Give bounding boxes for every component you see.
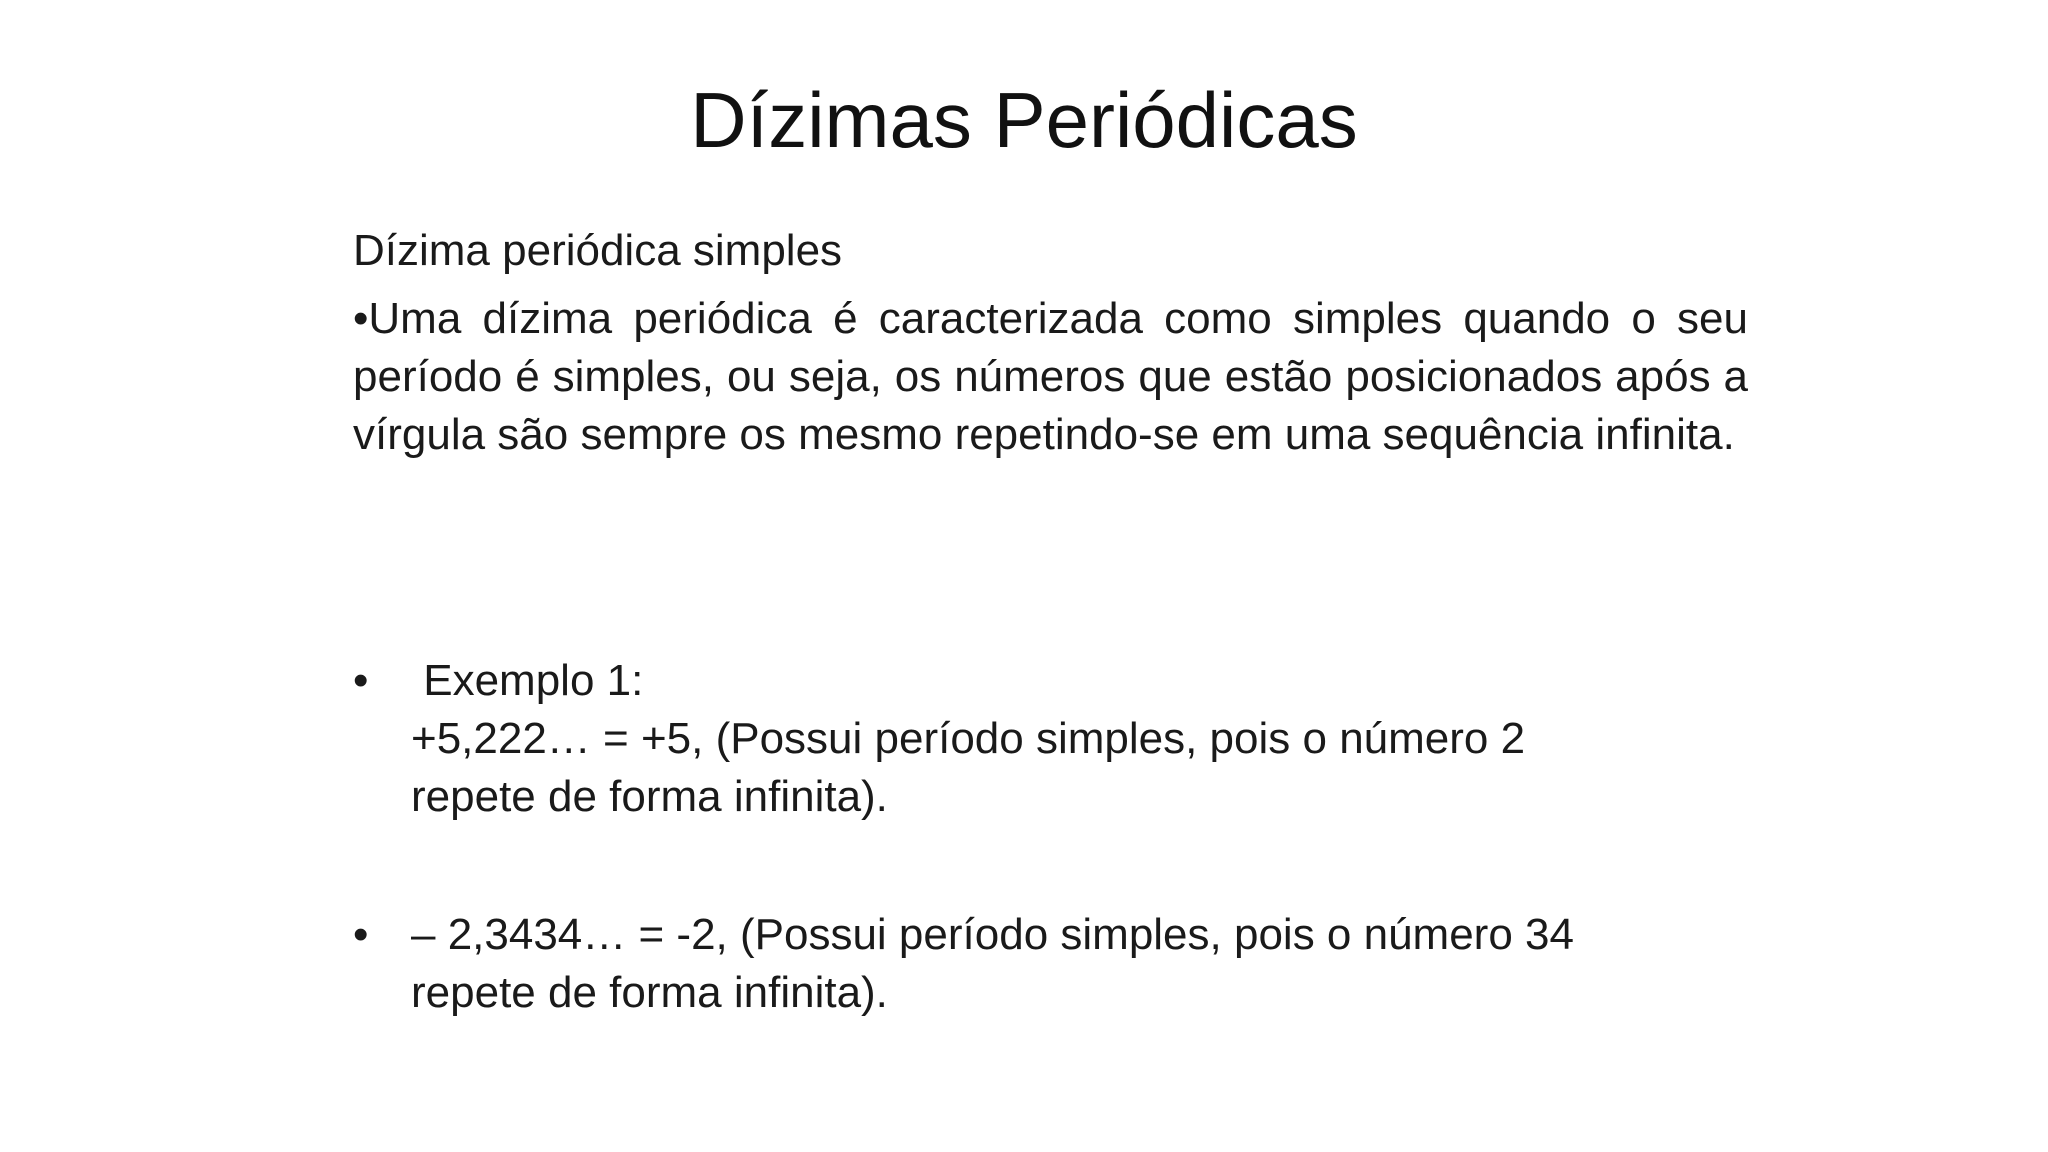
- example-line: – 2,3434… = -2, (Possui período simples, pois o número 34: [411, 910, 1574, 959]
- example-heading: Exemplo 1:: [411, 656, 644, 705]
- example-line: +5,222… = +5, (Possui período simples, pois o número 2: [411, 714, 1526, 763]
- example-line: repete de forma infinita).: [411, 968, 888, 1017]
- slide-title: Dízimas Periódicas: [690, 76, 1358, 164]
- example-item-1: [353, 652, 1748, 826]
- slide-subtitle: Dízima periódica simples: [353, 226, 843, 275]
- example-body: [411, 906, 1748, 1022]
- bullet-icon: •: [353, 656, 369, 705]
- definition-paragraph: •Uma dízima periódica é caracterizada como simples quando o seu período é simples, ou seja, os números que estão posicionados após a vírgula são sempre os mesmo repetindo-se em uma sequência infinita.: [353, 294, 1748, 459]
- example-item-2: [353, 906, 1748, 1022]
- example-body: [411, 652, 1748, 826]
- example-line: repete de forma infinita).: [411, 772, 888, 821]
- bullet-icon: •: [353, 910, 369, 959]
